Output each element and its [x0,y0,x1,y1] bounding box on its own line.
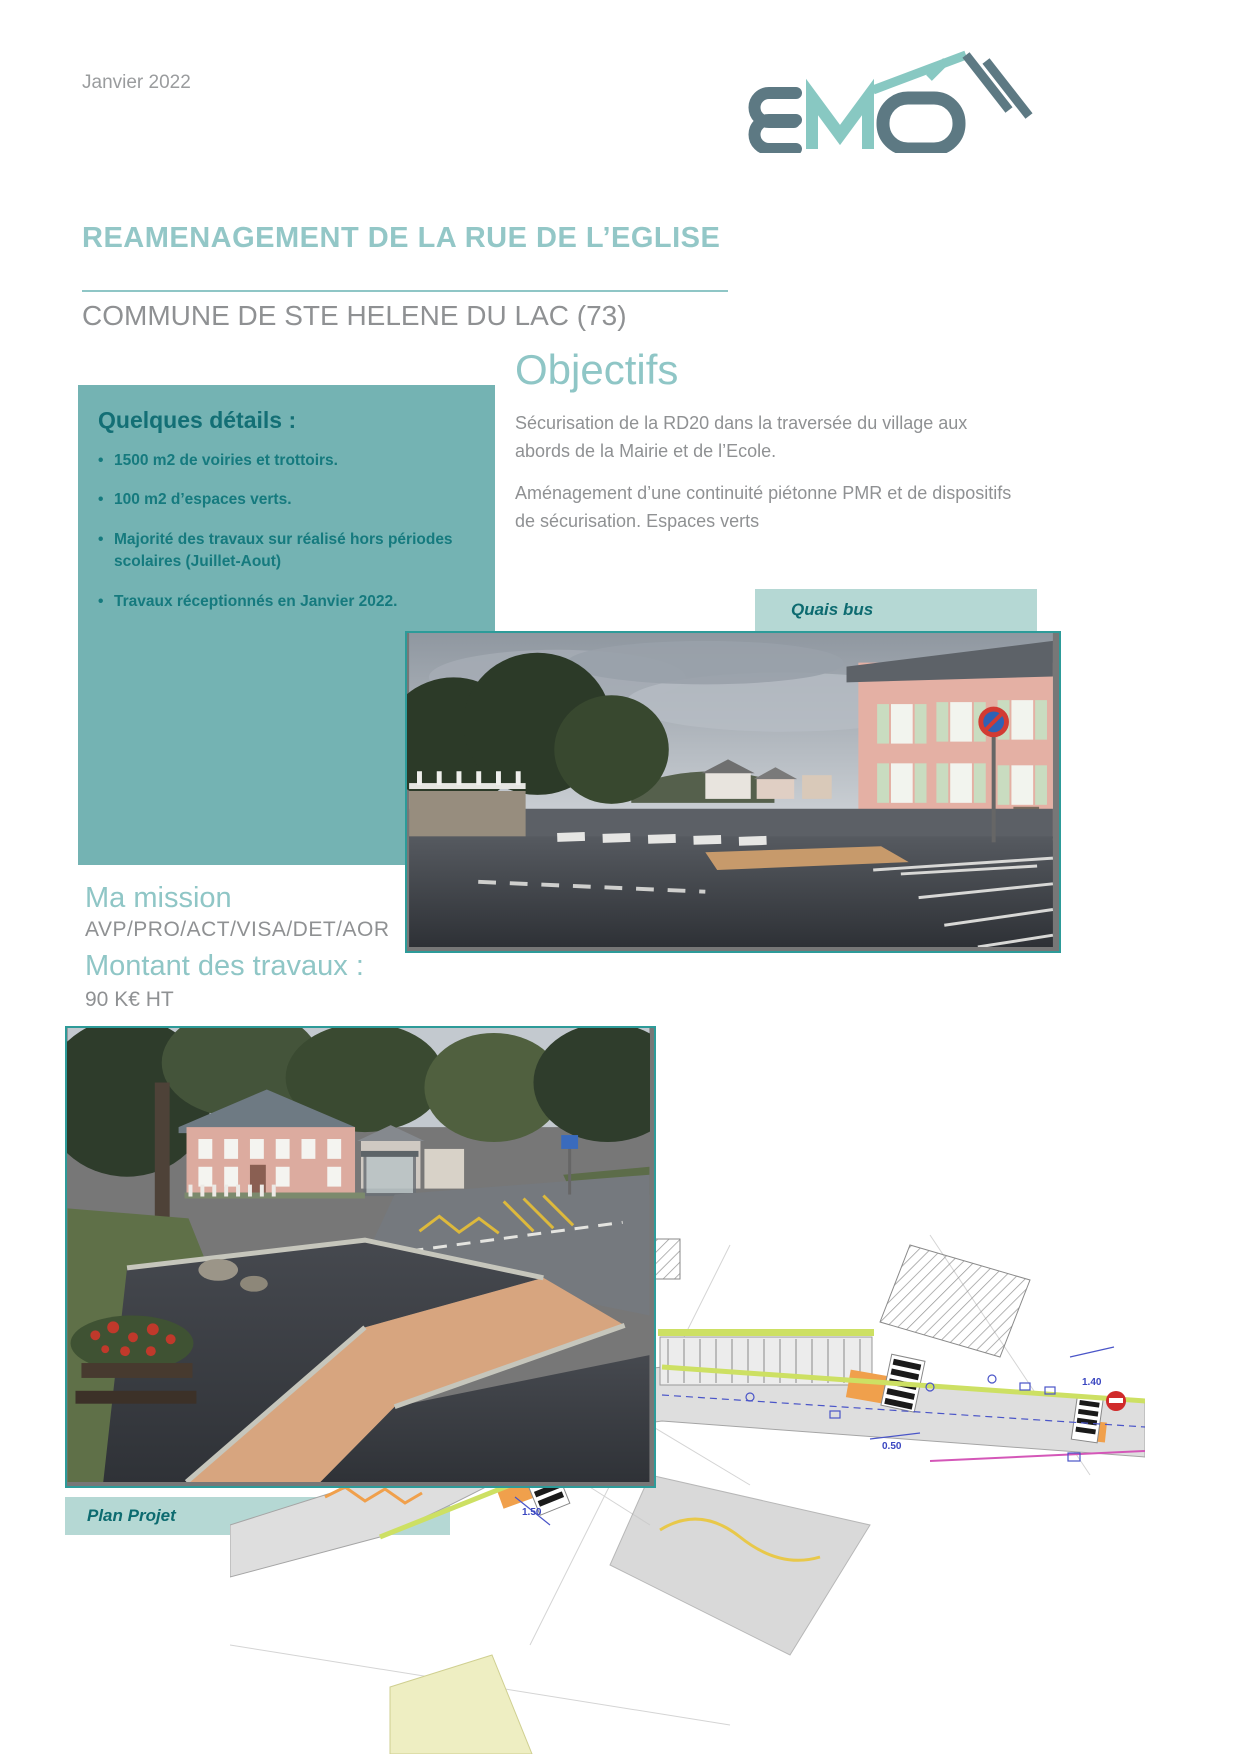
crosswalk-c [1071,1396,1103,1443]
date-label: Janvier 2022 [82,72,191,93]
objectifs-paragraph: Aménagement d’une continuité piétonne PMR et de dispositifs de sécurisation. Espaces verts [515,483,1012,531]
montant-value: 90 K€ HT [85,988,174,1011]
plan-dimension-label: 1.50 [522,1507,542,1518]
mission-value: AVP/PRO/ACT/VISA/DET/AOR [85,918,390,941]
page-title: REAMENAGEMENT DE LA RUE DE L’EGLISE [82,222,721,254]
plan-dimension-label: 0.50 [882,1441,902,1452]
bus-shelter [361,1151,418,1195]
details-list [98,450,479,613]
photo-quais-bus [405,631,1061,953]
objectifs-paragraph: Sécurisation de la RD20 dans la traversée du village aux abords de la Mairie et de l’Ecole. [515,413,968,461]
works-area [610,1475,870,1655]
page-subtitle: COMMUNE DE STE HELENE DU LAC (73) [82,300,627,331]
photo-rue-eglise [65,1026,656,1488]
quais-bus-caption [755,589,1037,631]
rock [198,1259,238,1281]
details-bullet: • Majorité des travaux sur réalisé hors périodes scolaires (Juillet-Aout) [98,529,479,574]
plan-projet-caption-text: Plan Projet [87,1506,176,1525]
logo-letter-e [755,93,797,149]
yellow-zone [390,1655,532,1754]
plan-dimension-label: 1.40 [1082,1377,1102,1388]
details-heading: Quelques détails : [98,407,297,433]
emo-logo-icon [733,48,1033,153]
no-entry-sign [1106,1391,1126,1411]
photo-quais-bus-image [407,633,1055,947]
details-bullet: • Travaux réceptionnés en Janvier 2022. [98,591,479,613]
details-bullet: • 1500 m2 de voiries et trottoirs. [98,450,479,472]
montant-heading: Montant des travaux : [85,950,364,982]
tree-canopy [67,1028,650,1177]
logo-letter-m [812,97,868,149]
objectifs-heading: Objectifs [515,346,679,393]
details-bullet: • 100 m2 d’espaces verts. [98,489,479,511]
mission-heading: Ma mission [85,882,232,914]
quais-bus-caption-text: Quais bus [791,600,874,619]
photo-rue-eglise-image [67,1028,650,1482]
hatched-building [880,1245,1030,1357]
logo-letter-o [883,98,959,149]
title-underline [82,290,728,292]
emo-logo [733,48,1033,153]
